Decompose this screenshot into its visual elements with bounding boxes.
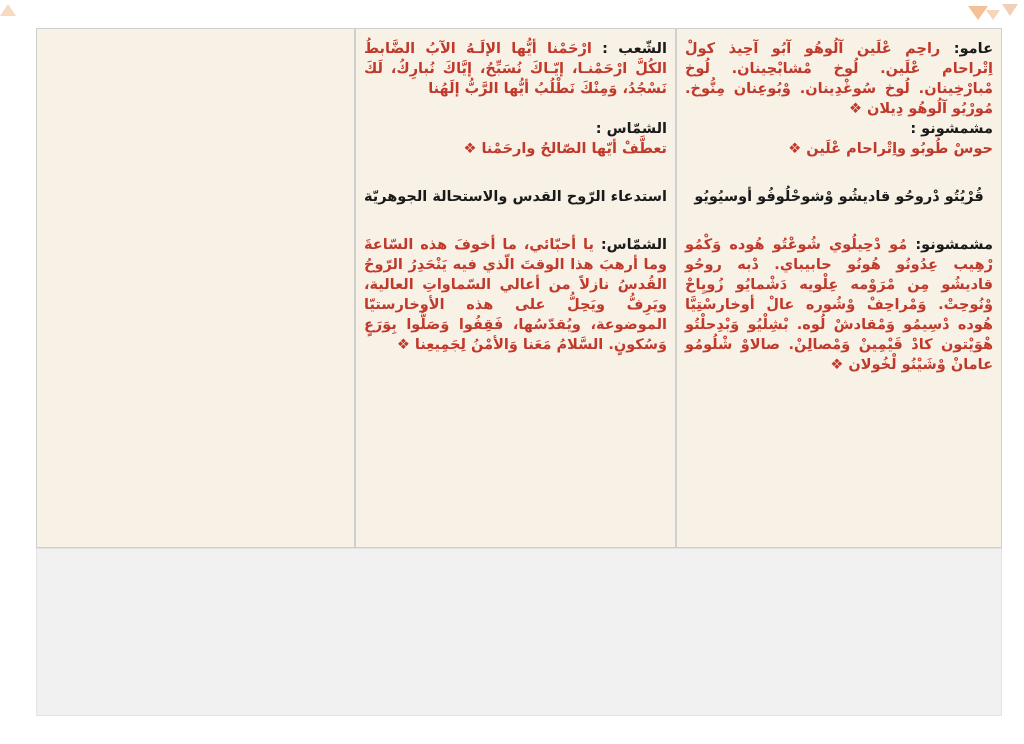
speaker-label: عامو: bbox=[953, 41, 993, 57]
decor-triangle bbox=[1002, 4, 1018, 16]
paragraph-3 bbox=[364, 235, 667, 355]
speaker-label: الشّعب : bbox=[602, 41, 667, 57]
paragraph-3 bbox=[685, 235, 993, 375]
decor-triangle bbox=[986, 10, 1000, 20]
speaker-label: مشمشونو : bbox=[910, 121, 993, 137]
paragraph-text: حوسْ طُوبُو واِتْراحام عْلَين ❖ bbox=[788, 141, 993, 157]
speaker-label: الشمّاس: bbox=[600, 237, 667, 253]
decor-triangle bbox=[968, 6, 988, 20]
speaker-label: الشمّاس : bbox=[595, 121, 667, 137]
section-heading: استدعاء الرّوح القدس والاستحالة الجوهريّة bbox=[364, 189, 667, 205]
paragraph-1 bbox=[364, 39, 667, 99]
section-heading: قُرْيُتُو دْروحُو قاديشُو وْشوحْلُوفُو أوسيُويُو bbox=[694, 189, 984, 205]
empty-bottom-row bbox=[36, 548, 1002, 716]
paragraph-text: مُو دْحِيلُوي شُوعْتُو هُوده وَكْمُو رْهِيب عِدُونُو هُونُو حابيباي. دْبه روحُو قاديشُو مِن مْرَوْمه عِلْويه دَشْمايُو زُويِاحْ وْنُوحِتْ. وَمْراحِفْ وْشُوره عالْ أوخارسْتِيَّا هُوده دْسِيمُو وَمْقادشْ لُوه. بْشِلْيُو وَبْدِحلْتُو هْوَيْتون كادْ قَيْمِينْ وَمْصالِنْ. صالاوْ شْلُومُو عامانْ وْشَيْنُو لْخُولان ❖ bbox=[685, 237, 993, 373]
paragraph-text: ارْحَمْنا أيُّها الإلَـهُ الآبُ الضَّابطُ الكُلَّ ارْحَمْنـا، إيّـاكَ نُسَبِّحُ، إيَّاكَ نُبارِكُ، لَكَ نَسْجُدُ، وَمِنْكَ نَطْلُبُ أيُّها الرَّبُّ إلَهُنا bbox=[364, 41, 667, 97]
speaker-label: مشمشونو: bbox=[915, 237, 993, 253]
text-table bbox=[36, 28, 1002, 548]
decor-triangle bbox=[0, 4, 16, 16]
column-arabic bbox=[355, 28, 676, 548]
paragraph-text: راحِم عْلَين آلُوهُو آبُو آحِيذ كولْ اِتْراحام عْلَين. لُوخ مْشابْحِينان. لُوخ مْبارْخِينان. لُوخ سُوغْدِينان. وْبُوعِنان مِنُّوخ. مُورْيُو آلُوهُو دِيلان ❖ bbox=[685, 41, 993, 117]
paragraph-1 bbox=[685, 39, 993, 119]
column-syriac-transliteration bbox=[676, 28, 1002, 548]
paragraph-text: يا أحبّائي، ما أخوفَ هذه السّاعةَ وما أرهبَ هذا الوقتَ الّذي فيه يَنْحَدِرُ الرّوحُ القُدسُ نازلاً من أعالي السّماواتِ العالية، ويَرِفُّ ويَحِلُّ على هذه الأوخارستيّا الموضوعة، ويُقدّسُها، فَقِفُوا وَصَلُّوا بِوَرَعٍ وَسُكونٍ. السَّلامُ مَعَنا وَالأمْنُ لِجَمِيعِنا ❖ bbox=[364, 237, 667, 353]
column-empty bbox=[36, 28, 355, 548]
paragraph-text: تعطَّفْ أيّها الصّالحُ وارحَمْنا ❖ bbox=[463, 141, 667, 157]
